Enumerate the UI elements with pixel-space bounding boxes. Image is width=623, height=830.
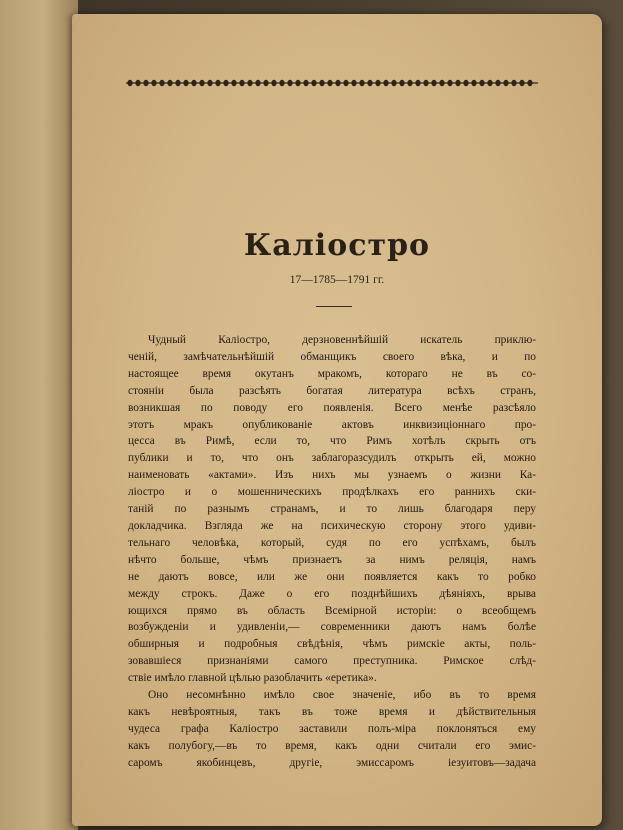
ornament-bead <box>223 80 228 86</box>
ornament-bead <box>399 80 404 86</box>
text-line: Чудный Каліостро, дерзновеннѣйшій искатель приклю- <box>148 334 536 346</box>
ornament-bead <box>319 80 324 86</box>
ornament-bead <box>431 80 436 86</box>
text-line: зовавшіеся признаніями самого преступника. Римское слѣд- <box>128 655 536 668</box>
ornament-bead <box>167 80 172 86</box>
text-line: ченій, замѣчательнѣйшій обманщикъ своего вѣка, и по <box>128 350 536 363</box>
text-line: обширныя и подробныя свѣдѣнія, чѣмъ римскіе акты, поль- <box>128 638 536 651</box>
ornament-bead <box>239 80 244 86</box>
ornament-bead <box>407 80 412 86</box>
ornament-bead <box>287 80 292 86</box>
ornament-bead <box>367 80 372 86</box>
ornament-bead <box>263 80 268 86</box>
ornament-bead <box>375 80 380 86</box>
ornament-bead <box>527 80 532 86</box>
text-line: между строкъ. Даже о его позднѣйшихъ дѣяніяхъ, врыва <box>128 587 536 600</box>
ornament-bead <box>295 80 300 86</box>
ornament-bead <box>159 80 164 86</box>
ornament-bead <box>487 80 492 86</box>
ornament-bead <box>247 80 252 86</box>
text-line: цесса въ Римѣ, если то, что Римъ хотѣлъ скрыть отъ <box>128 435 536 448</box>
ornament-bead <box>495 80 500 86</box>
ornament-bead <box>199 80 204 86</box>
ornament-bead <box>311 80 316 86</box>
text-line: возбужденіи и удивленіи,— современники даютъ намъ болѣе <box>128 621 536 634</box>
chapter-title: Каліостро <box>243 228 431 263</box>
book-page <box>72 14 602 826</box>
text-line: таній по разнымъ странамъ, и то лишь благодаря перу <box>128 503 536 516</box>
ornament-bead <box>327 80 332 86</box>
text-line: ліостро и о мошенническихъ продѣлкахъ его раннихъ ски- <box>128 486 536 499</box>
decorative-rule-ornament <box>126 78 538 88</box>
ornament-bead <box>191 80 196 86</box>
text-line: саромъ якобинцевъ, другіе, эмиссаромъ іезуитовъ—задача <box>128 756 536 769</box>
ornament-bead <box>207 80 212 86</box>
text-line: настоящее время окутанъ мракомъ, котораго не въ со- <box>128 367 536 380</box>
text-line: стояніи была разсѣять богатая литература всѣхъ странъ, <box>128 384 536 397</box>
ornament-bead <box>511 80 516 86</box>
ornament-bead <box>183 80 188 86</box>
ornament-bead <box>135 80 140 86</box>
ornament-bead <box>439 80 444 86</box>
ornament-bead <box>215 80 220 86</box>
text-line: какъ полубогу,—въ то время, какъ одни считали его эмис- <box>128 739 536 752</box>
ornament-bead <box>127 80 132 86</box>
ornament-bead <box>383 80 388 86</box>
ornament-bead <box>415 80 420 86</box>
ornament-bead <box>271 80 276 86</box>
text-line: наименовать «актами». Изъ нихъ мы узнаемъ о жизни Ка- <box>128 469 536 482</box>
text-line: не даютъ вовсе, или же они появляется какъ то робко <box>128 570 536 583</box>
ornament-bead <box>343 80 348 86</box>
text-line: нѣчто больше, чѣмъ признаетъ за нимъ реляція, намъ <box>128 553 536 566</box>
text-line: докладчика. Взгляда же на психическую сторону этого удиви- <box>128 519 536 532</box>
title-divider <box>316 306 352 307</box>
text-line: возникшая по поводу его появленія. Всего менѣе разсѣяло <box>128 401 536 414</box>
ornament-bead <box>423 80 428 86</box>
ornament-bead <box>471 80 476 86</box>
ornament-bead <box>359 80 364 86</box>
ornament-bead <box>175 80 180 86</box>
text-line: ствіе имѣло главной цѣлью разоблачить «еретика». <box>128 672 377 685</box>
text-line: публики и то, что онъ заблагоразсудилъ открыть ей, можно <box>128 452 536 465</box>
chapter-dates: 17—1785—1791 гг. <box>289 274 385 286</box>
ornament-bead <box>351 80 356 86</box>
ornament-bead <box>391 80 396 86</box>
ornament-bead <box>303 80 308 86</box>
text-line: какъ невѣроятныя, такъ въ тоже время и дѣйствительныя <box>128 705 536 718</box>
facing-page-edge <box>0 0 78 830</box>
text-line: тельнаго человѣка, который, судя по его успѣхамъ, былъ <box>128 536 536 549</box>
ornament-bead <box>335 80 340 86</box>
paragraph <box>128 687 536 772</box>
ornament-bead <box>143 80 148 86</box>
text-line: чудеса графа Каліостро заставили полъ-міра поклоняться ему <box>128 722 536 735</box>
ornament-bead <box>255 80 260 86</box>
ornament-bead <box>231 80 236 86</box>
ornament-bead <box>455 80 460 86</box>
text-line: этотъ мракъ опубликованіе актовъ инквизиціоннаго про- <box>128 418 536 431</box>
ornament-bead <box>151 80 156 86</box>
body-text <box>128 332 536 772</box>
text-line: ющихся прямо въ область Всемірной исторіи: о всеобщемъ <box>128 604 536 617</box>
ornament-bead <box>447 80 452 86</box>
ornament-bead <box>503 80 508 86</box>
ornament-bead <box>279 80 284 86</box>
text-line: Оно несомнѣнно имѣло свое значеніе, ибо въ то время <box>148 689 536 702</box>
paragraph <box>128 332 536 687</box>
ornament-bead <box>519 80 524 86</box>
ornament-bead <box>463 80 468 86</box>
ornament-bead <box>479 80 484 86</box>
